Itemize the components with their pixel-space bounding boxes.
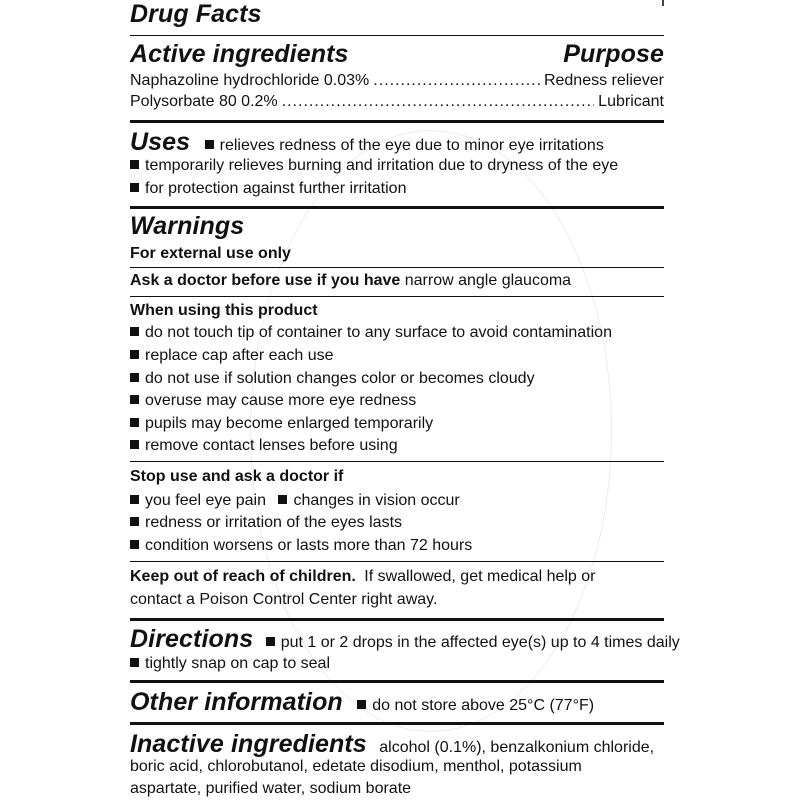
external-use-text: For external use only	[130, 245, 291, 262]
bullet-square-icon	[130, 350, 139, 359]
bullet-square-icon	[130, 517, 139, 526]
list-item: do not use if solution changes color or becomes cloudy	[130, 369, 535, 389]
divider	[130, 35, 664, 36]
bullet-square-icon	[130, 183, 139, 192]
divider	[130, 461, 664, 462]
active-ingredient-row	[130, 71, 664, 91]
keep-out-text: If swallowed, get medical help or	[364, 568, 596, 585]
warnings-heading: Warnings	[130, 212, 245, 240]
divider	[130, 561, 664, 562]
keep-out-text-continued: contact a Poison Control Center right away.	[130, 591, 438, 608]
section-divider	[130, 120, 664, 123]
bullet-square-icon	[130, 440, 139, 449]
keep-out-label: Keep out of reach of children.	[130, 568, 356, 585]
list-item: tightly snap on cap to seal	[130, 654, 330, 674]
list-item: for protection against further irritation	[130, 179, 406, 199]
list-item: do not touch tip of container to any surface to avoid contamination	[130, 323, 612, 343]
bullet-square-icon	[130, 418, 139, 427]
list-item: remove contact lenses before using	[130, 436, 398, 456]
inactive-ingredients-section	[130, 730, 654, 758]
list-item: overuse may cause more eye redness	[130, 391, 416, 411]
ask-doctor-label: Ask a doctor before use if you have	[130, 272, 401, 289]
divider	[130, 296, 664, 297]
ask-doctor-text: narrow angle glaucoma	[404, 272, 572, 289]
inactive-ingredients-text: aspartate, purified water, sodium borate	[130, 780, 412, 797]
bullet-square-icon	[205, 140, 214, 149]
other-information-section	[130, 688, 594, 716]
dot-leader	[373, 71, 540, 91]
ask-doctor-line	[130, 271, 571, 291]
divider	[130, 267, 664, 268]
list-item: do not store above 25°C (77°F)	[357, 697, 594, 714]
bullet-square-icon	[130, 658, 139, 667]
bullet-square-icon	[130, 327, 139, 336]
list-item: redness or irritation of the eyes lasts	[130, 513, 402, 533]
bullet-square-icon	[266, 637, 275, 646]
list-item: relieves redness of the eye due to minor eye irritations	[205, 137, 604, 154]
panel-edge-mark	[662, 0, 664, 6]
bullet-square-icon	[278, 495, 287, 504]
keep-out-line	[130, 567, 596, 587]
ingredient-name: Naphazoline hydrochloride 0.03%	[130, 72, 370, 89]
ingredient-purpose: Redness reliever	[543, 72, 664, 89]
other-information-heading: Other information	[130, 688, 343, 716]
inactive-ingredients-text: alcohol (0.1%), benzalkonium chloride,	[379, 739, 655, 756]
active-ingredients-heading: Active ingredients	[130, 40, 349, 68]
ingredient-name: Polysorbate 80 0.2%	[130, 93, 278, 110]
section-divider	[130, 618, 664, 621]
active-ingredient-row	[130, 92, 664, 112]
bullet-square-icon	[130, 373, 139, 382]
when-using-heading: When using this product	[130, 302, 318, 319]
list-item: put 1 or 2 drops in the affected eye(s) up to 4 times daily	[266, 634, 680, 651]
directions-section	[130, 625, 680, 653]
purpose-heading: Purpose	[563, 40, 664, 68]
section-divider	[130, 722, 664, 725]
drug-facts-title: Drug Facts	[130, 0, 262, 28]
list-item: temporarily relieves burning and irritation due to dryness of the eye	[130, 156, 618, 176]
section-divider	[130, 206, 664, 209]
bullet-square-icon	[130, 160, 139, 169]
inactive-ingredients-heading: Inactive ingredients	[130, 730, 367, 758]
bullet-square-icon	[357, 700, 366, 709]
bullet-square-icon	[130, 495, 139, 504]
list-item: condition worsens or lasts more than 72 hours	[130, 536, 472, 556]
directions-heading: Directions	[130, 625, 254, 653]
uses-heading: Uses	[130, 128, 191, 156]
uses-section	[130, 128, 604, 156]
list-item: replace cap after each use	[130, 346, 334, 366]
list-item: you feel eye pain changes in vision occur	[130, 491, 460, 511]
ingredient-purpose: Lubricant	[598, 93, 664, 110]
section-divider	[130, 680, 664, 683]
bullet-square-icon	[130, 540, 139, 549]
stop-use-heading: Stop use and ask a doctor if	[130, 468, 344, 485]
bullet-square-icon	[130, 395, 139, 404]
list-item: pupils may become enlarged temporarily	[130, 414, 433, 434]
dot-leader	[282, 92, 595, 112]
inactive-ingredients-text: boric acid, chlorobutanol, edetate disodium, menthol, potassium	[130, 758, 582, 775]
